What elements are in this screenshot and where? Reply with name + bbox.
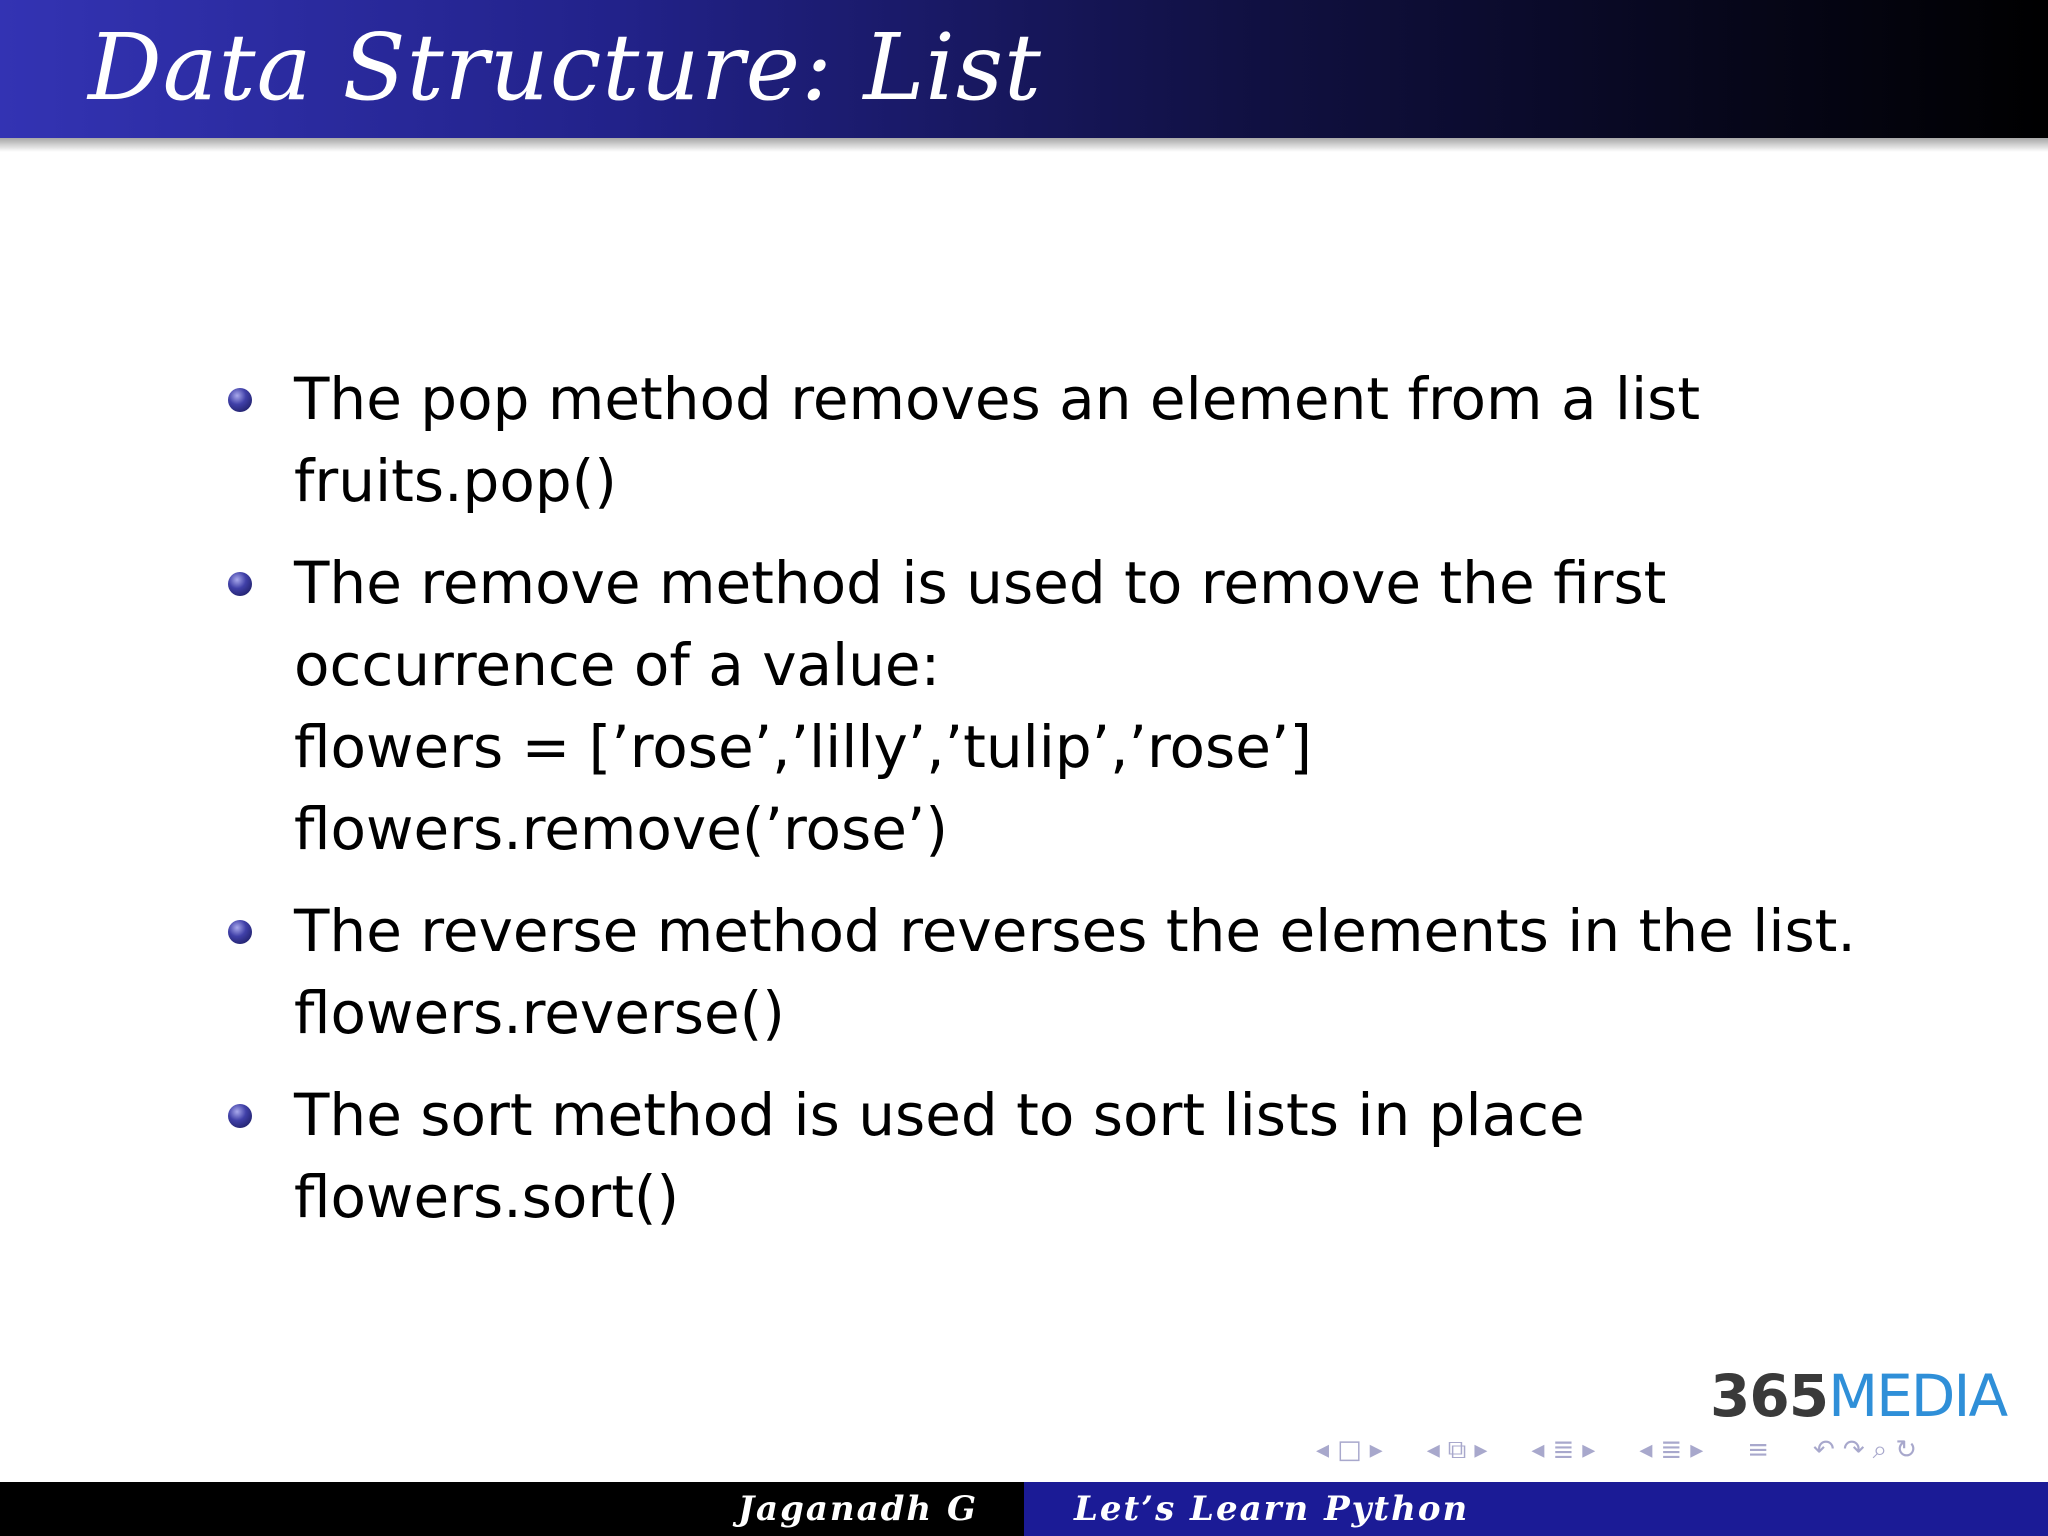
beamer-navigation-bar xyxy=(1316,1432,2026,1468)
bullet-ball-icon xyxy=(228,1104,252,1128)
media-logo xyxy=(1710,1362,2006,1430)
footer xyxy=(0,1482,2048,1536)
nav-search-icon[interactable]: ⌕ xyxy=(1872,1434,1888,1465)
footer-title-box xyxy=(1024,1482,2048,1536)
nav-refresh-icon[interactable]: ↻ xyxy=(1895,1435,1917,1465)
code-line: flowers.remove(’rose’) xyxy=(294,795,948,863)
bullet-item xyxy=(228,542,1788,870)
bullet-line: The reverse method reverses the elements in the list. xyxy=(294,897,1856,965)
code-line: fruits.pop() xyxy=(294,447,617,515)
bullet-line: The sort method is used to sort lists in place xyxy=(294,1081,1585,1149)
bullet-item xyxy=(228,358,1788,522)
nav-undo-icon[interactable]: ↶ xyxy=(1813,1435,1835,1465)
slide-title: Data Structure: List xyxy=(88,14,1043,121)
nav-prev-frame-icon[interactable]: ◂ xyxy=(1426,1435,1440,1465)
code-line: flowers.sort() xyxy=(294,1163,680,1231)
bullet-line: occurrence of a value: xyxy=(294,631,941,699)
nav-next-subsection-icon[interactable]: ▸ xyxy=(1582,1435,1596,1465)
title-bar xyxy=(0,0,2048,138)
bullet-ball-icon xyxy=(228,572,252,596)
footer-author-box xyxy=(0,1482,1024,1536)
nav-section-icon[interactable]: ≣ xyxy=(1660,1435,1683,1465)
nav-slide-icon[interactable]: □ xyxy=(1337,1435,1362,1465)
title-bar-shadow xyxy=(0,138,2048,152)
bullet-line: The remove method is used to remove the first xyxy=(294,549,1667,617)
nav-subsection-icon[interactable]: ≣ xyxy=(1552,1435,1575,1465)
footer-title: Let’s Learn Python xyxy=(1074,1489,1470,1529)
footer-author: Jaganadh G xyxy=(737,1489,978,1529)
code-line: flowers.reverse() xyxy=(294,979,785,1047)
bullet-ball-icon xyxy=(228,388,252,412)
slide-content xyxy=(228,358,1856,1258)
nav-prev-subsection-icon[interactable]: ◂ xyxy=(1531,1435,1545,1465)
nav-next-section-icon[interactable]: ▸ xyxy=(1690,1435,1704,1465)
logo-number: 365 xyxy=(1710,1362,1829,1430)
bullet-item xyxy=(228,890,1856,1054)
nav-frame-icon[interactable]: ⧉ xyxy=(1447,1434,1467,1465)
logo-brand: MEDIA xyxy=(1828,1362,2007,1430)
bullet-line: The pop method removes an element from a list xyxy=(294,365,1701,433)
bullet-item xyxy=(228,1074,1788,1238)
nav-prev-section-icon[interactable]: ◂ xyxy=(1639,1435,1653,1465)
nav-redo-icon[interactable]: ↷ xyxy=(1842,1435,1865,1465)
nav-next-frame-icon[interactable]: ▸ xyxy=(1474,1435,1488,1465)
nav-prev-slide-icon[interactable]: ◂ xyxy=(1316,1435,1330,1465)
bullet-ball-icon xyxy=(228,920,252,944)
nav-document-icon[interactable]: ≡ xyxy=(1747,1435,1770,1465)
code-line: flowers = [’rose’,’lilly’,’tulip’,’rose’] xyxy=(294,713,1312,781)
nav-next-slide-icon[interactable]: ▸ xyxy=(1369,1435,1383,1465)
